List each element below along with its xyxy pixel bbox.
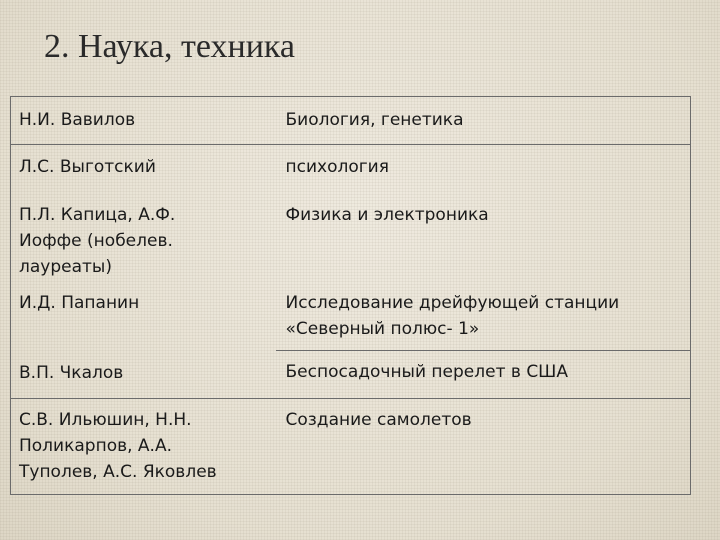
table-row xyxy=(11,399,691,495)
science-table xyxy=(10,96,691,495)
table-row xyxy=(11,194,691,286)
field-cell: Беспосадочный перелет в США xyxy=(276,351,691,399)
table-row xyxy=(11,97,691,145)
field-cell: психология xyxy=(276,145,691,194)
table-row xyxy=(11,145,691,194)
slide-title: 2. Наука, техника xyxy=(44,28,295,65)
person-cell: С.В. Ильюшин, Н.Н. Поликарпов, А.А. Туполев, А.С. Яковлев xyxy=(11,399,276,495)
person-cell: Л.С. Выготский xyxy=(11,145,276,194)
table-row xyxy=(11,351,691,399)
person-cell: В.П. Чкалов xyxy=(11,351,276,399)
person-cell: Н.И. Вавилов xyxy=(11,97,276,145)
table-row xyxy=(11,286,691,351)
person-cell: П.Л. Капица, А.Ф. Иоффе (нобелев. лауреаты) xyxy=(11,194,276,286)
field-cell: Физика и электроника xyxy=(276,194,691,286)
field-cell: Создание самолетов xyxy=(276,399,691,495)
person-cell: И.Д. Папанин xyxy=(11,286,276,351)
field-cell: Биология, генетика xyxy=(276,97,691,145)
field-cell: Исследование дрейфующей станции «Северный полюс- 1» xyxy=(276,286,691,351)
